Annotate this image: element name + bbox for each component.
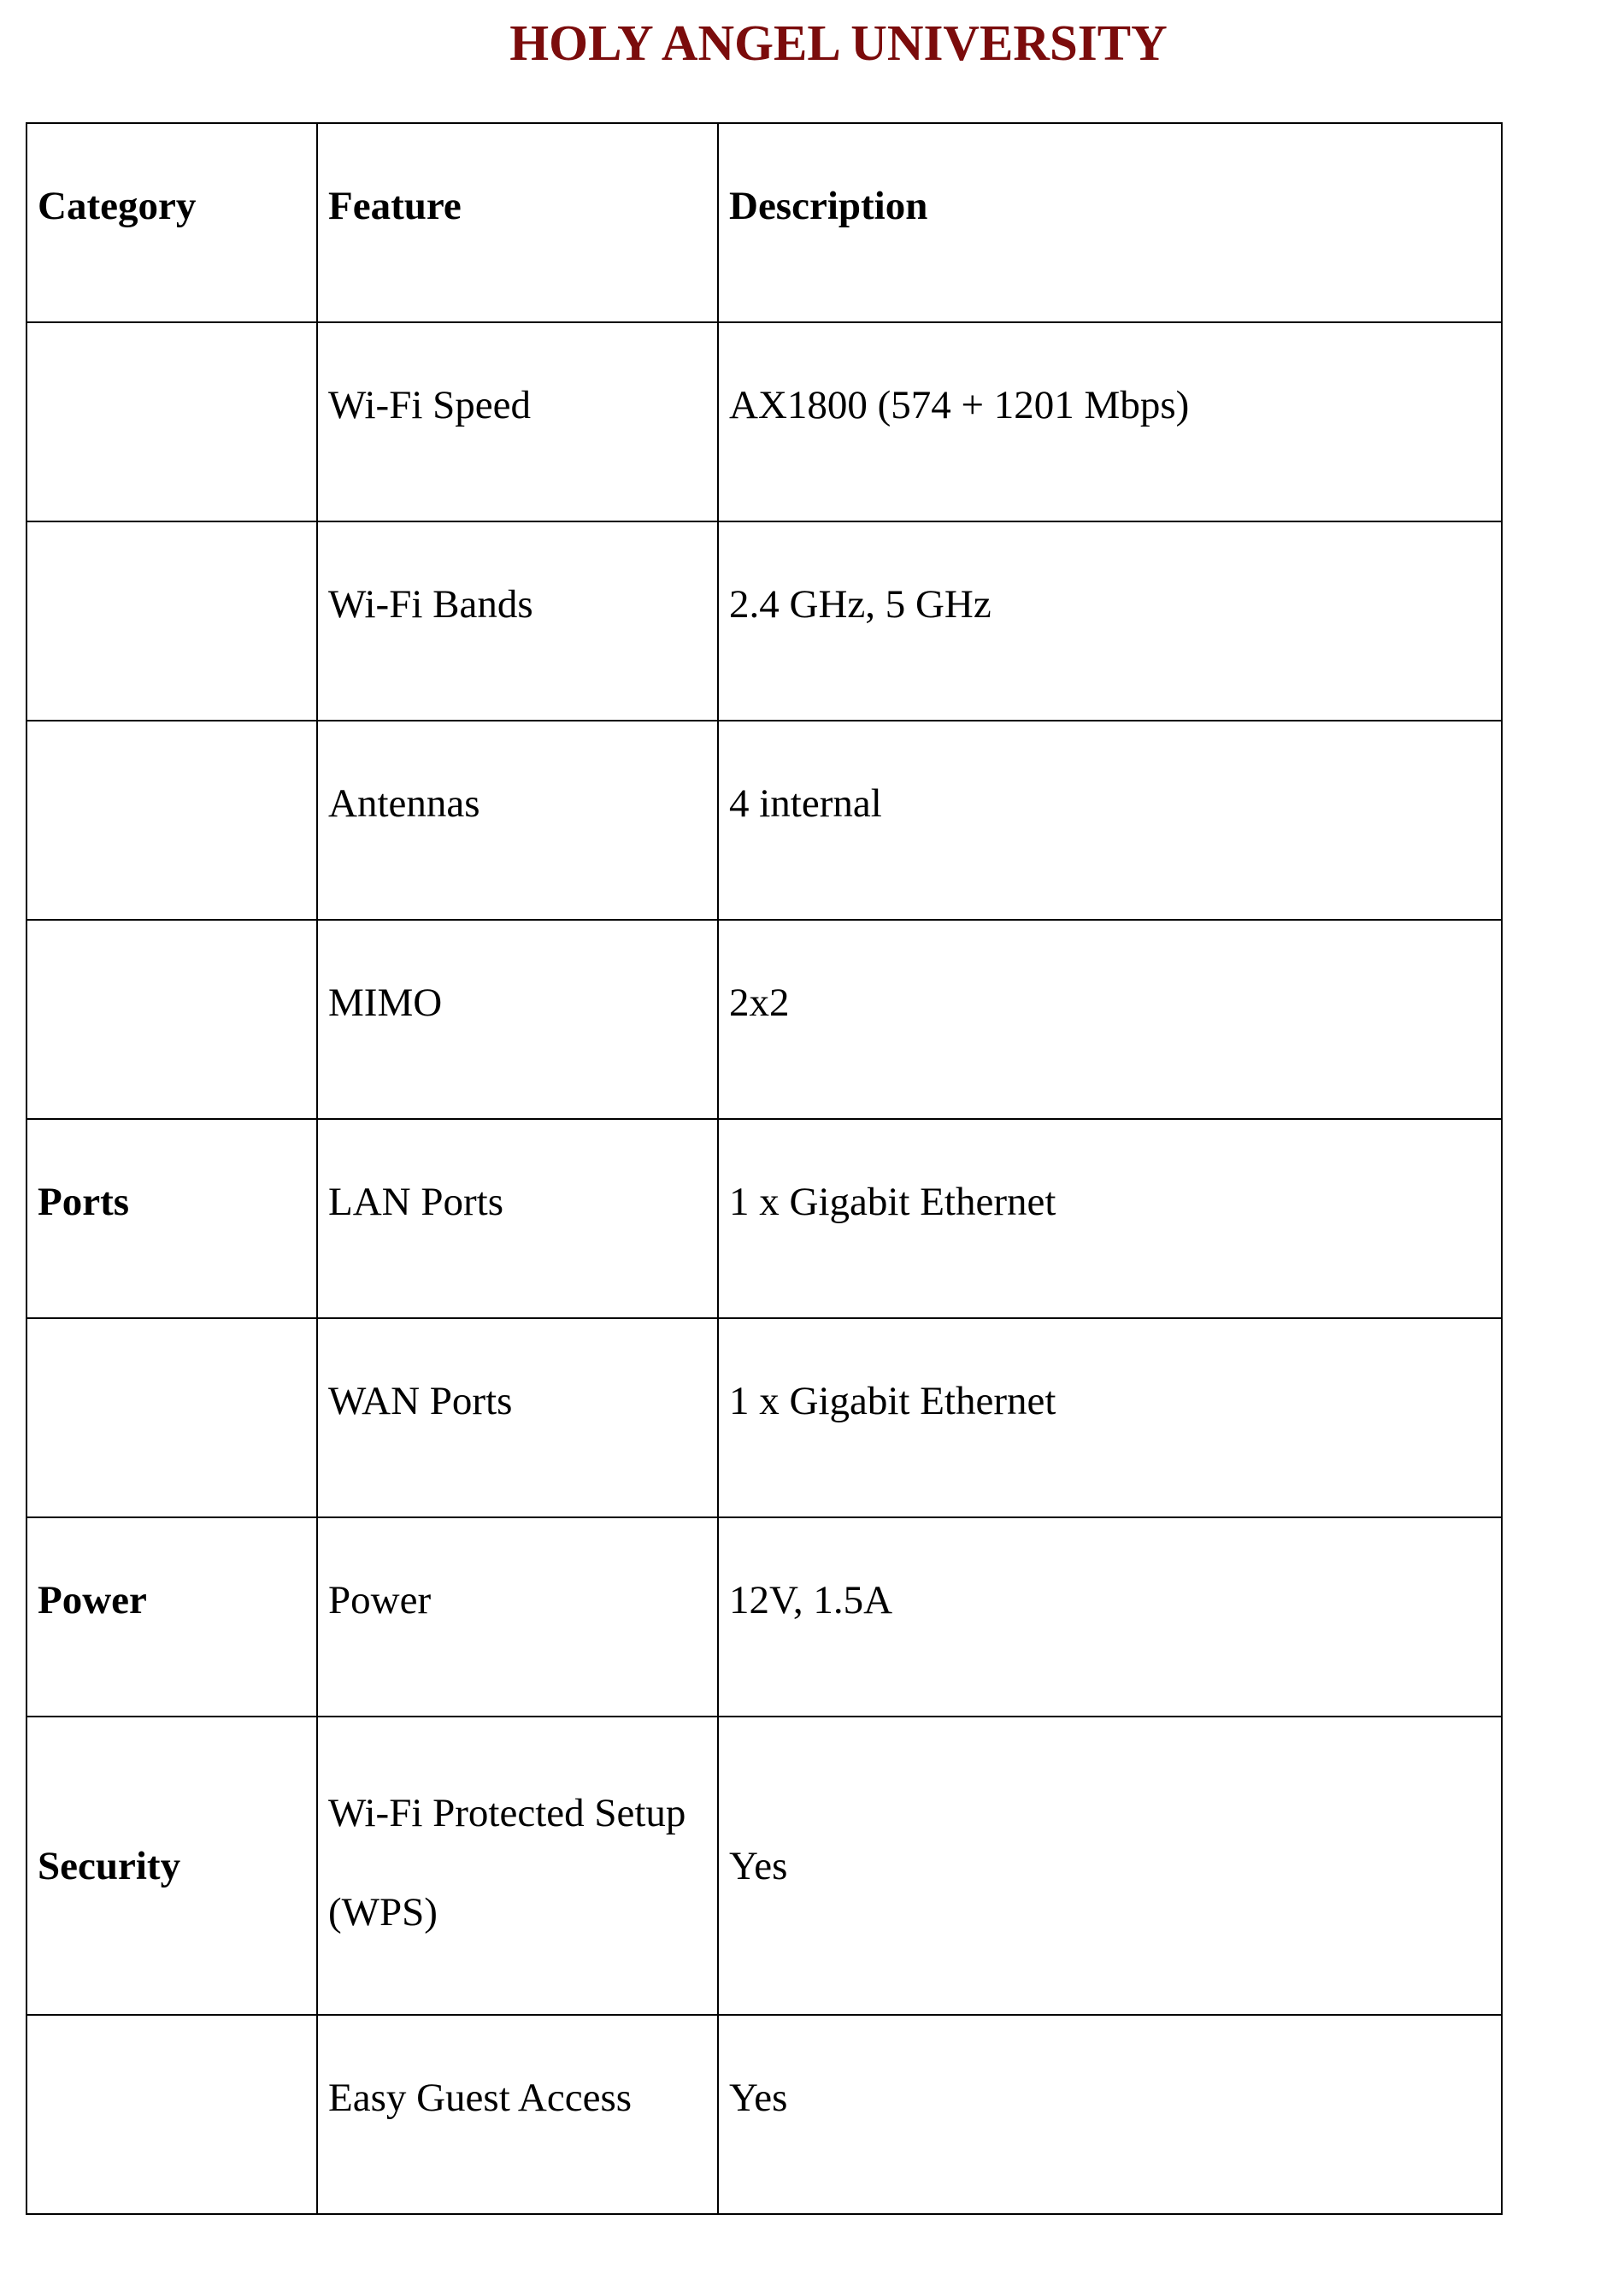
category-cell [26,2015,317,2214]
table-row [26,1318,1502,1517]
description-cell: 1 x Gigabit Ethernet [718,1318,1502,1517]
feature-cell: Wi-Fi Speed [317,322,718,521]
header-feature: Feature [317,123,718,322]
description-cell: 1 x Gigabit Ethernet [718,1119,1502,1318]
feature-cell: LAN Ports [317,1119,718,1318]
description-cell: Yes [718,2015,1502,2214]
category-cell: Security [26,1717,317,2015]
feature-cell: Wi-Fi Protected Setup (WPS) [317,1717,718,2015]
category-cell: Power [26,1517,317,1717]
category-cell: Ports [26,1119,317,1318]
table-row [26,721,1502,920]
description-cell: 4 internal [718,721,1502,920]
category-cell [26,521,317,721]
table-header-row [26,123,1502,322]
table-row [26,2015,1502,2214]
table-row [26,920,1502,1119]
description-cell: Yes [718,1717,1502,2015]
feature-cell: Power [317,1517,718,1717]
description-cell: 12V, 1.5A [718,1517,1502,1717]
feature-cell: Antennas [317,721,718,920]
feature-cell: MIMO [317,920,718,1119]
description-cell: AX1800 (574 + 1201 Mbps) [718,322,1502,521]
table-row [26,1717,1502,2015]
table-row [26,1119,1502,1318]
description-cell: 2x2 [718,920,1502,1119]
feature-cell: WAN Ports [317,1318,718,1517]
category-cell [26,721,317,920]
description-cell: 2.4 GHz, 5 GHz [718,521,1502,721]
table-row [26,322,1502,521]
spec-table [26,122,1503,2215]
category-cell [26,920,317,1119]
header-description: Description [718,123,1502,322]
category-cell [26,1318,317,1517]
header-category: Category [26,123,317,322]
page-title: HOLY ANGEL UNIVERSITY [509,15,1168,71]
feature-cell: Easy Guest Access [317,2015,718,2214]
table-row [26,1517,1502,1717]
feature-cell: Wi-Fi Bands [317,521,718,721]
table-row [26,521,1502,721]
category-cell [26,322,317,521]
